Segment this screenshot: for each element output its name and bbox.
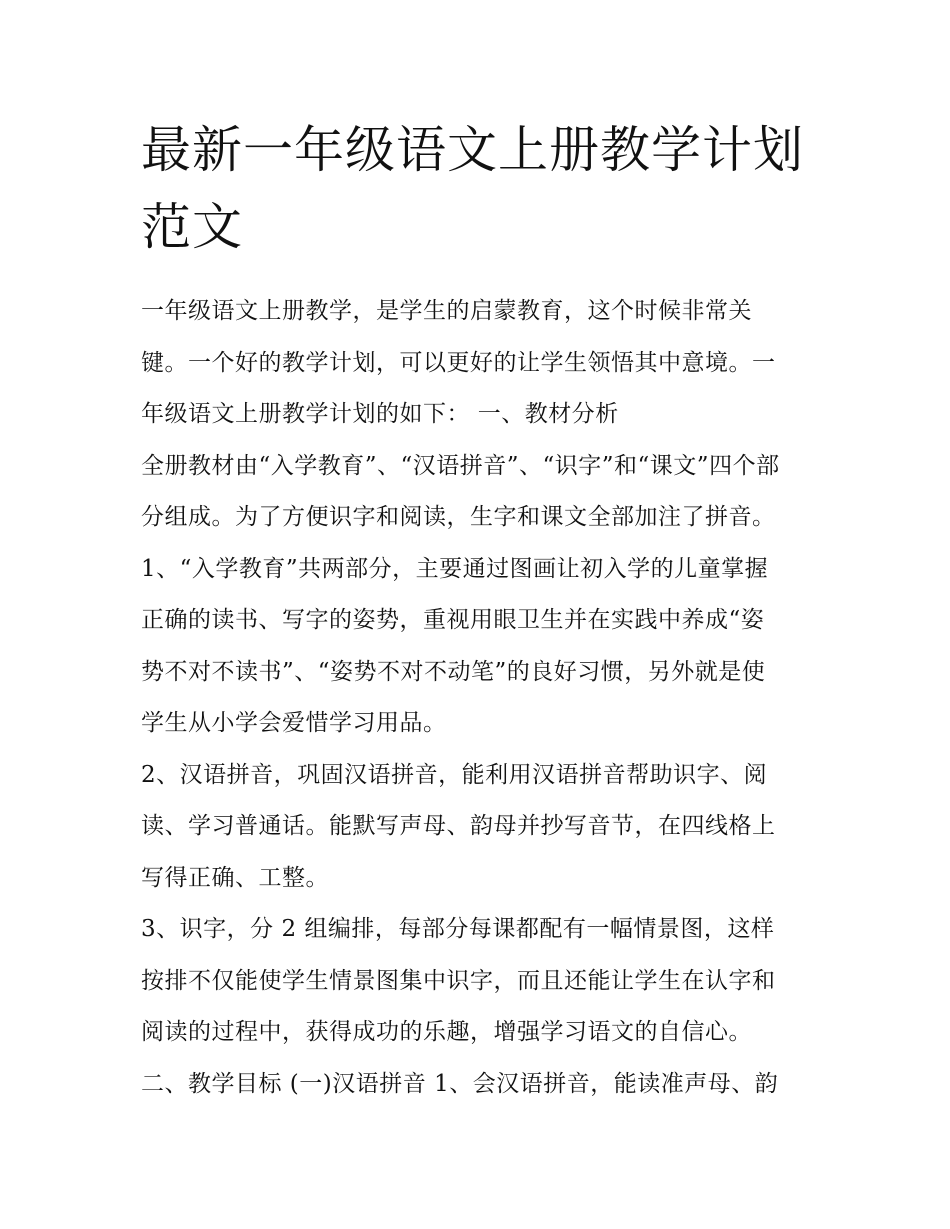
paragraph-item-3 (141, 904, 816, 1059)
text-line: 读、学习普通话。能默写声母、韵母并抄写音节，在四线格上 (141, 813, 776, 839)
text-line: 3、识字，分 2 组编排，每部分每课都配有一幅情景图，这样 (141, 916, 775, 942)
text-line: 学生从小学会爱惜学习用品。 (141, 710, 447, 736)
text-line: 二、教学目标 (一)汉语拼音 1、会汉语拼音，能读准声母、韵 (141, 1070, 779, 1097)
text-line: 一年级语文上册教学，是学生的启蒙教育，这个时候非常关 (141, 298, 752, 324)
document-title (141, 112, 816, 266)
paragraph-item-1 (141, 544, 816, 750)
text-line: 分组成。为了方便识字和阅读，生字和课文全部加注了拼音。 (141, 504, 776, 530)
paragraph-teaching-goals (141, 1059, 816, 1111)
paragraph-textbook-structure (141, 441, 816, 544)
title-line: 最新一年级语文上册教学计划 (141, 121, 804, 179)
title-line: 范文 (141, 198, 243, 256)
text-line: 年级语文上册教学计划的如下： 一、教材分析 (141, 401, 619, 427)
text-line: 全册教材由“入学教育”、“汉语拼音”、“识字”和“课文”四个部 (141, 452, 780, 479)
paragraph-intro (141, 286, 816, 441)
paragraph-item-2 (141, 750, 816, 905)
text-line: 键。一个好的教学计划，可以更好的让学生领悟其中意境。一 (141, 349, 776, 376)
document-page (141, 112, 816, 1110)
text-line: 写得正确、工整。 (141, 864, 329, 891)
text-line: 1、“入学教育”共两部分，主要通过图画让初入学的儿童掌握 (141, 555, 769, 582)
text-line: 阅读的过程中，获得成功的乐趣，增强学习语文的自信心。 (141, 1019, 752, 1045)
text-line: 势不对不读书”、“姿势不对不动笔”的良好习惯，另外就是使 (141, 658, 766, 685)
text-line: 2、汉语拼音，巩固汉语拼音，能利用汉语拼音帮助识字、阅 (141, 761, 768, 788)
document-body (141, 286, 816, 1110)
text-line: 按排不仅能使学生情景图集中识字，而且还能让学生在认字和 (141, 967, 776, 994)
text-line: 正确的读书、写字的姿势，重视用眼卫生并在实践中养成“姿 (141, 607, 765, 633)
